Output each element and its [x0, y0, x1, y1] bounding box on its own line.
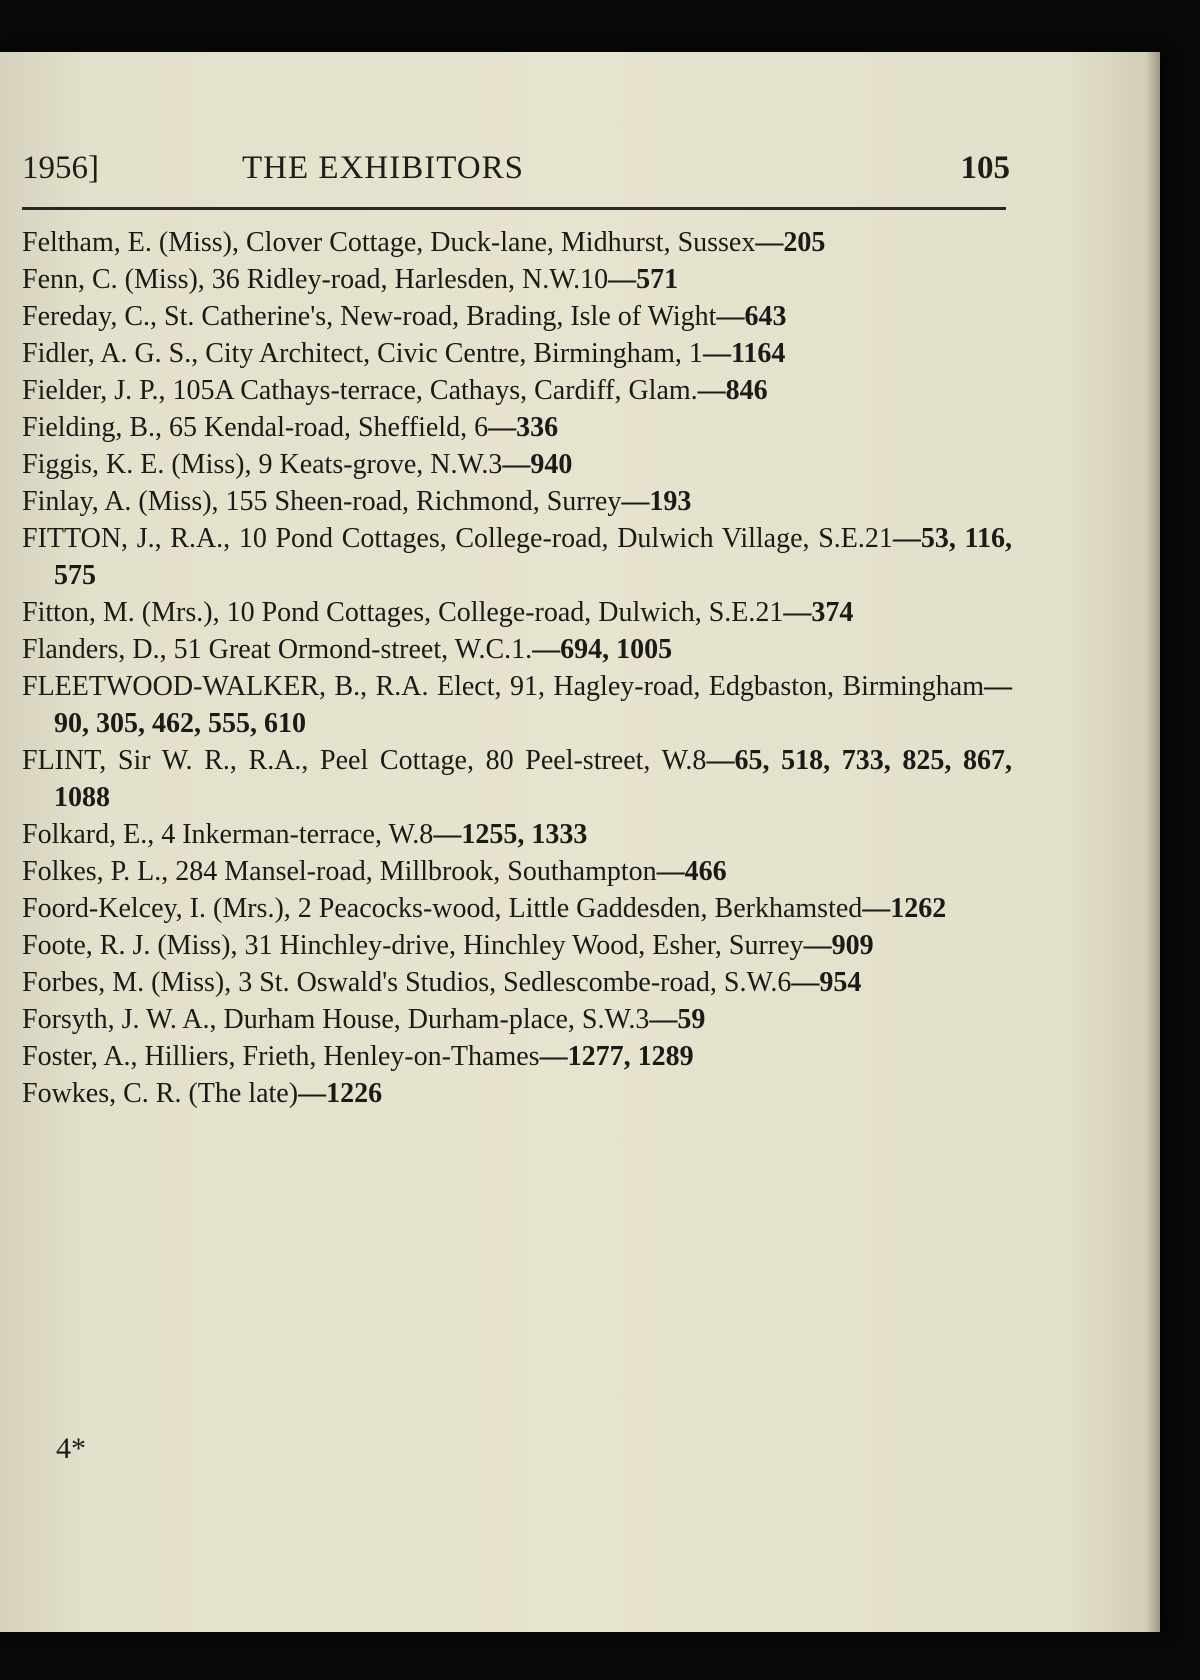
exhibitor-list: [22, 224, 1012, 1112]
exhibitor-entry: Fowkes, C. R. (The late)—1226: [22, 1078, 383, 1109]
exhibitor-entry: Folkard, E., 4 Inkerman-terrace, W.8—1255, 1333: [22, 819, 588, 850]
exhibitor-entry: Feltham, E. (Miss), Clover Cottage, Duck-lane, Midhurst, Sussex—205: [22, 227, 826, 258]
exhibitor-entry: Foord-Kelcey, I. (Mrs.), 2 Peacocks-wood, Little Gaddesden, Berkhamsted—1262: [22, 893, 947, 924]
exhibitor-entry: Fereday, C., St. Catherine's, New-road, Brading, Isle of Wight—643: [22, 301, 787, 332]
header-year: 1956]: [22, 150, 99, 186]
exhibitor-entry: FLEETWOOD-WALKER, B., R.A. Elect, 91, Hagley-road, Edgbaston, Birmingham—90, 305, 462, 555, 610: [22, 671, 1012, 739]
exhibitor-entry: Fitton, M. (Mrs.), 10 Pond Cottages, College-road, Dulwich, S.E.21—374: [22, 597, 854, 628]
exhibitor-entry: Fielding, B., 65 Kendal-road, Sheffield, 6—336: [22, 412, 559, 443]
header-rule: [22, 207, 1006, 210]
running-header: [22, 150, 1012, 200]
exhibitor-entry: Figgis, K. E. (Miss), 9 Keats-grove, N.W.3—940: [22, 449, 573, 480]
exhibitor-entry: FITTON, J., R.A., 10 Pond Cottages, College-road, Dulwich Village, S.E.21—53, 116, 575: [22, 523, 1012, 591]
exhibitor-entry: Foster, A., Hilliers, Frieth, Henley-on-Thames—1277, 1289: [22, 1041, 694, 1072]
page-number: 105: [960, 150, 1010, 186]
exhibitor-entry: Folkes, P. L., 284 Mansel-road, Millbrook, Southampton—466: [22, 856, 727, 887]
exhibitor-entry: Forsyth, J. W. A., Durham House, Durham-place, S.W.3—59: [22, 1004, 706, 1035]
exhibitor-entry: Forbes, M. (Miss), 3 St. Oswald's Studios, Sedlescombe-road, S.W.6—954: [22, 967, 862, 998]
book-page: [0, 52, 1160, 1632]
exhibitor-entry: Foote, R. J. (Miss), 31 Hinchley-drive, Hinchley Wood, Esher, Surrey—909: [22, 930, 874, 961]
exhibitor-entry: FLINT, Sir W. R., R.A., Peel Cottage, 80 Peel-street, W.8—65, 518, 733, 825, 867, 1088: [22, 745, 1012, 813]
exhibitor-entry: Finlay, A. (Miss), 155 Sheen-road, Richmond, Surrey—193: [22, 486, 692, 517]
signature-mark: 4*: [56, 1432, 86, 1465]
exhibitor-entry: Flanders, D., 51 Great Ormond-street, W.C.1.—694, 1005: [22, 634, 673, 665]
page-title: THE EXHIBITORS: [242, 150, 524, 186]
exhibitor-entry: Fielder, J. P., 105A Cathays-terrace, Cathays, Cardiff, Glam.—846: [22, 375, 768, 406]
exhibitor-entry: Fenn, C. (Miss), 36 Ridley-road, Harlesden, N.W.10—571: [22, 264, 679, 295]
exhibitor-entry: Fidler, A. G. S., City Architect, Civic Centre, Birmingham, 1—1164: [22, 338, 786, 369]
